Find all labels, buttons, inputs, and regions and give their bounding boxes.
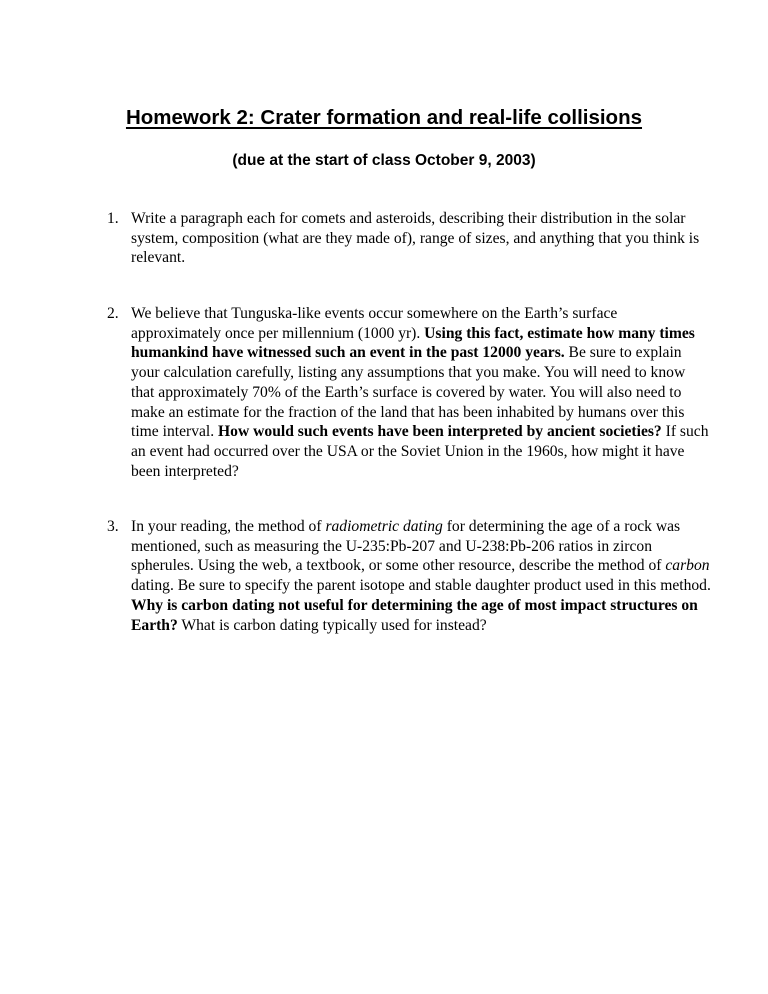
question-bold-text: Using this fact, estimate how many times humankind have witnessed such an event in the past 12000 years. [131,324,695,362]
question-italic-text: radiometric dating [325,518,443,535]
question-text: We believe that Tunguska-like events occur somewhere on the Earth’s surface approximately once per millennium (1000 yr). [131,305,618,342]
question-number: 2. [107,305,119,322]
question-number: 1. [107,210,119,227]
question-text: Write a paragraph each for comets and asteroids, describing their distribution in the solar system, composition (what are they made of), range of sizes, and anything that you think is relevant. [131,210,700,267]
question-text: If such an event had occurred over the USA or the Soviet Union in the 1960s, how might it have been interpreted? [131,423,709,480]
question-text: In your reading, the method of [131,518,326,535]
question-bold-text: How would such events have been interpreted by ancient societies? [218,423,662,441]
question-bold-text: Why is carbon dating not useful for determining the age of most impact structures on Earth? [131,596,698,634]
question-italic-text: carbon [665,557,710,575]
due-date-subtitle: (due at the start of class October 9, 2003) [232,152,536,169]
question-3 [107,517,711,635]
question-text: What is carbon dating typically used for instead? [177,616,487,634]
question-text: Be sure to explain your calculation carefully, listing any assumptions that you make. You will need to know that approximately 70% of the Earth’s surface is covered by water. You will also need to make an estimate for the fraction of the land that has been inhabited by humans over this time interval. [131,344,686,441]
question-text: for determining the age of a rock was mentioned, such as measuring the U-235:Pb-207 and U-238:Pb-206 ratios in zircon spherules. Using the web, a textbook, or some other resource, describe the method of [131,518,681,575]
page-title: Homework 2: Crater formation and real-life collisions [125,106,643,129]
question-text: dating. Be sure to specify the parent isotope and stable daughter product used in this method. [131,577,711,595]
question-1 [107,209,711,268]
question-2 [107,304,711,481]
question-number: 3. [107,518,119,535]
